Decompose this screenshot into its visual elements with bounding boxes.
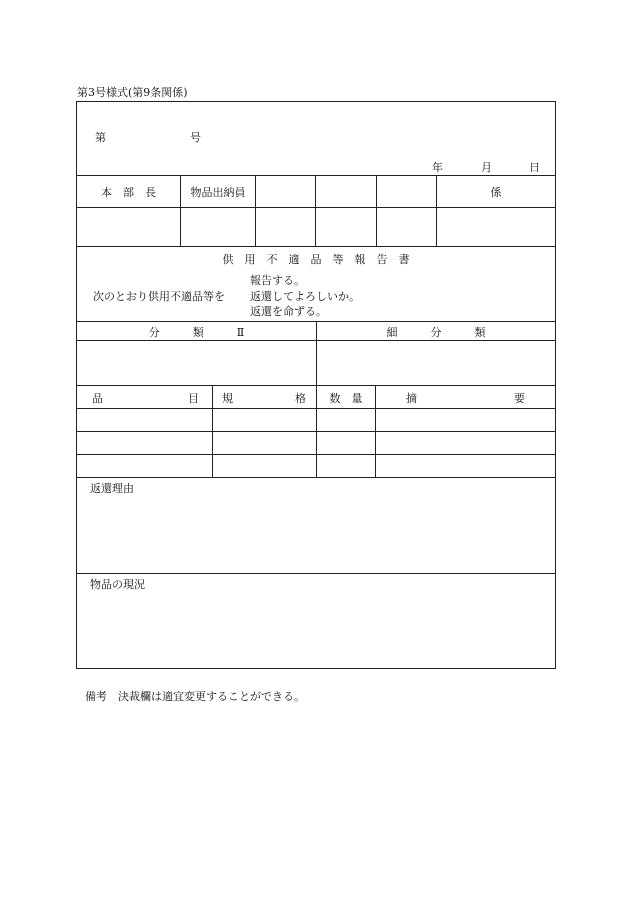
classification-bunrui: 分 類 Ⅱ — [148, 326, 245, 339]
approval-honbucho: 本 部 長 — [101, 186, 156, 199]
report-title: 供 用 不 適 品 等 報 告 書 — [222, 253, 410, 266]
date-year: 年 — [432, 161, 443, 174]
rule-item-row-3 — [76, 477, 556, 478]
rule-approval-col-4 — [376, 175, 377, 246]
doc-number-dai: 第 — [95, 131, 106, 144]
rule-approval-col-3 — [315, 175, 316, 246]
henkan-riyu-label: 返還理由 — [90, 482, 134, 495]
items-header-ki: 規 — [222, 392, 233, 405]
rule-below-reason — [76, 573, 556, 574]
items-header-yo: 要 — [514, 392, 525, 405]
rule-below-date — [76, 175, 556, 176]
rule-items-col-3 — [375, 385, 376, 477]
rule-below-approval — [76, 246, 556, 247]
approval-kakari: 係 — [490, 186, 502, 199]
rule-items-col-1 — [212, 385, 213, 477]
genkyo-label: 物品の現況 — [90, 578, 145, 591]
rule-approval-mid — [76, 207, 556, 208]
rule-approval-col-2 — [255, 175, 256, 246]
report-option-1: 報告する。 — [250, 274, 305, 287]
approval-shutsunoin: 物品出納員 — [190, 186, 246, 199]
report-option-2: 返還してよろしいか。 — [250, 290, 360, 303]
date-month: 月 — [481, 161, 492, 174]
date-day: 日 — [529, 161, 540, 174]
form-label: 第3号様式(第9条関係) — [77, 86, 188, 99]
report-option-3: 返還を命ずる。 — [250, 305, 327, 318]
remarks-note: 備考 決裁欄は適宜変更することができる。 — [85, 690, 305, 703]
report-prefix: 次のとおり供用不適品等を — [93, 290, 225, 303]
items-header-kaku: 格 — [295, 392, 306, 405]
items-header-teki: 摘 — [406, 392, 417, 405]
items-header-hin: 品 — [92, 392, 103, 405]
items-header-suryo: 数 量 — [329, 392, 363, 405]
items-header-moku: 目 — [188, 392, 199, 405]
doc-number-go: 号 — [190, 131, 201, 144]
classification-saibunrui: 細 分 類 — [386, 326, 486, 339]
